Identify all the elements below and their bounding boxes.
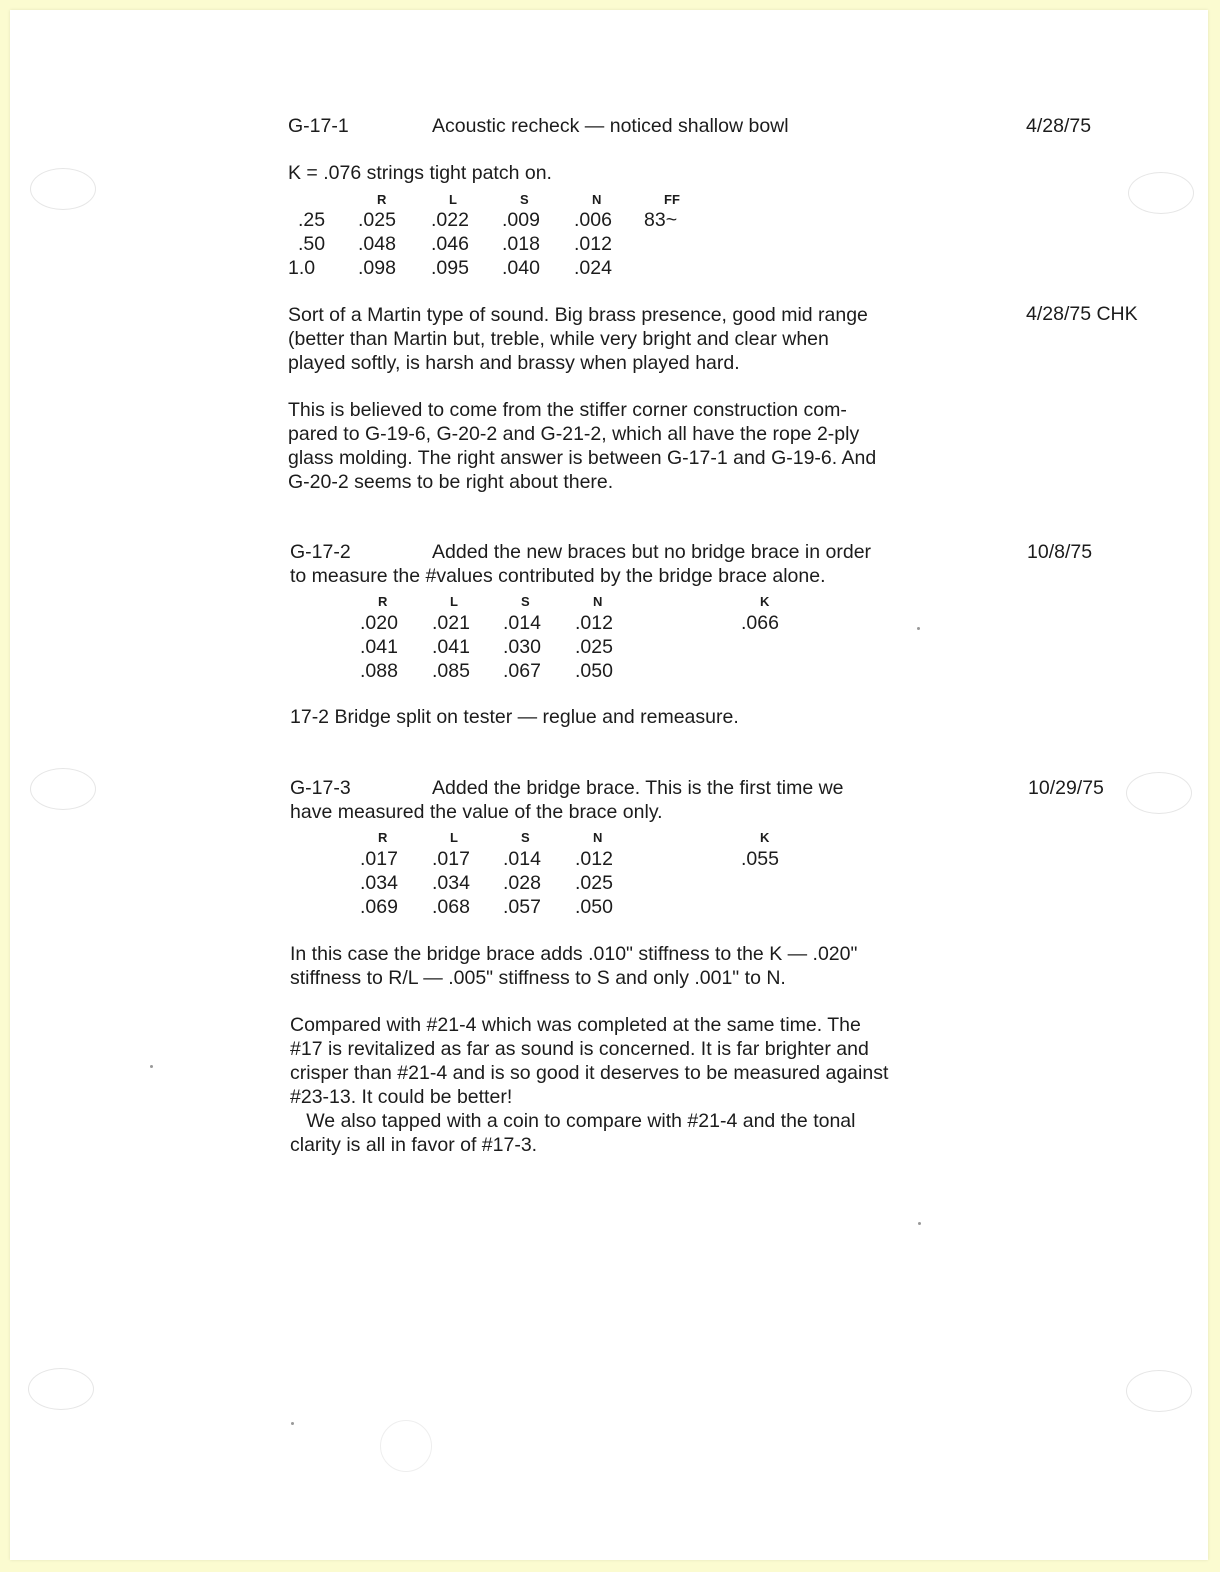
table-cell: .069	[360, 896, 398, 918]
table-cell: .041	[360, 636, 398, 658]
speck-mark	[918, 1222, 921, 1225]
speck-mark	[917, 627, 920, 630]
table-cell: .057	[503, 896, 541, 918]
paragraph-line: 17-2 Bridge split on tester — reglue and remeasure.	[290, 706, 739, 728]
punch-hole-left-top	[30, 168, 96, 210]
paragraph-line: (better than Martin but, treble, while very bright and clear when	[288, 328, 829, 350]
column-header: S	[521, 594, 530, 609]
table-cell: .018	[502, 233, 540, 255]
table-cell: .095	[431, 257, 469, 279]
stain-mark	[380, 1420, 432, 1472]
entry-date: 4/28/75	[1026, 115, 1092, 137]
table-cell: .034	[432, 872, 470, 894]
table-cell: .012	[574, 233, 612, 255]
paragraph-line: clarity is all in favor of #17-3.	[290, 1134, 538, 1156]
row-label: .50	[298, 233, 326, 255]
table-cell: .021	[432, 612, 470, 634]
column-header: S	[520, 192, 529, 207]
table-cell: .085	[432, 660, 470, 682]
speck-mark	[291, 1422, 294, 1425]
table-cell: .020	[360, 612, 398, 634]
paragraph-line: This is believed to come from the stiffer corner construction com-	[288, 399, 847, 421]
stiffness-note: K = .076 strings tight patch on.	[288, 162, 552, 184]
paragraph-line: crisper than #21-4 and is so good it deserves to be measured against	[290, 1062, 889, 1084]
table-cell: .068	[432, 896, 470, 918]
row-label: .25	[298, 209, 326, 231]
table-cell: .055	[741, 848, 779, 870]
table-cell: .040	[502, 257, 540, 279]
column-header: L	[449, 192, 457, 207]
table-cell: .034	[360, 872, 398, 894]
paragraph-line: pared to G-19-6, G-20-2 and G-21-2, which all have the rope 2-ply	[288, 423, 860, 445]
table-cell: .028	[503, 872, 541, 894]
column-header: K	[760, 594, 770, 609]
explanation-paragraph	[288, 398, 948, 494]
paragraph-line: #23-13. It could be better!	[290, 1086, 513, 1108]
table-cell: .088	[360, 660, 398, 682]
column-header: FF	[664, 192, 680, 207]
table-cell: .048	[358, 233, 396, 255]
column-header: L	[450, 594, 458, 609]
table-cell: .012	[575, 848, 613, 870]
paragraph-line: We also tapped with a coin to compare with #21-4 and the tonal	[290, 1110, 856, 1132]
column-header: N	[592, 192, 602, 207]
observation-paragraph	[288, 303, 948, 375]
paragraph-line: stiffness to R/L — .005" stiffness to S and only .001" to N.	[290, 967, 786, 989]
paragraph-line: In this case the bridge brace adds .010" stiffness to the K — .020"	[290, 943, 858, 965]
column-header: R	[378, 594, 388, 609]
table-cell: .014	[503, 612, 541, 634]
table-cell: .017	[432, 848, 470, 870]
table-cell: .024	[574, 257, 612, 279]
entry-code: G-17-3	[290, 777, 351, 799]
table-cell: .050	[575, 660, 613, 682]
entry-code: G-17-2	[290, 541, 351, 563]
table-cell: .025	[575, 636, 613, 658]
entry-title: Acoustic recheck — noticed shallow bowl	[432, 115, 789, 137]
column-header: S	[521, 830, 530, 845]
table-cell: .006	[574, 209, 612, 231]
table-cell: .014	[503, 848, 541, 870]
punch-hole-right-bottom	[1126, 1370, 1192, 1412]
table-cell: .030	[503, 636, 541, 658]
punch-hole-left-mid	[30, 768, 96, 810]
row-label: 1.0	[288, 257, 316, 279]
comparison-paragraph	[290, 1013, 950, 1157]
entry-title-continued: to measure the #values contributed by the bridge brace alone.	[290, 565, 826, 587]
paragraph-line: Compared with #21-4 which was completed at the same time. The	[290, 1014, 861, 1036]
entry-date: 10/29/75	[1028, 777, 1104, 799]
table-cell: 83~	[644, 209, 678, 231]
paragraph-line: played softly, is harsh and brassy when played hard.	[288, 352, 740, 374]
table-cell: .050	[575, 896, 613, 918]
paragraph-line: G-20-2 seems to be right about there.	[288, 471, 614, 493]
table-cell: .041	[432, 636, 470, 658]
table-cell: .067	[503, 660, 541, 682]
punch-hole-right-mid	[1126, 772, 1192, 814]
check-date: 4/28/75 CHK	[1026, 303, 1138, 325]
table-cell: .066	[741, 612, 779, 634]
column-header: R	[377, 192, 387, 207]
table-cell: .012	[575, 612, 613, 634]
entry-title: Added the bridge brace. This is the first time we	[432, 777, 844, 799]
table-cell: .098	[358, 257, 396, 279]
column-header: N	[593, 594, 603, 609]
entry-title: Added the new braces but no bridge brace in order	[432, 541, 872, 563]
tester-note	[290, 705, 950, 729]
column-header: N	[593, 830, 603, 845]
entry-title-continued: have measured the value of the brace only.	[290, 801, 663, 823]
stiffness-result-paragraph	[290, 942, 950, 990]
paragraph-line: glass molding. The right answer is between G-17-1 and G-19-6. And	[288, 447, 877, 469]
document-page	[10, 10, 1208, 1560]
punch-hole-left-bottom	[28, 1368, 94, 1410]
table-cell: .046	[431, 233, 469, 255]
table-cell: .009	[502, 209, 540, 231]
table-cell: .025	[575, 872, 613, 894]
entry-date: 10/8/75	[1027, 541, 1093, 563]
column-header: K	[760, 830, 770, 845]
column-header: L	[450, 830, 458, 845]
table-cell: .022	[431, 209, 469, 231]
punch-hole-right-top	[1128, 172, 1194, 214]
speck-mark	[150, 1065, 153, 1068]
entry-code: G-17-1	[288, 115, 349, 137]
table-cell: .025	[358, 209, 396, 231]
table-cell: .017	[360, 848, 398, 870]
column-header: R	[378, 830, 388, 845]
paragraph-line: #17 is revitalized as far as sound is concerned. It is far brighter and	[290, 1038, 869, 1060]
paragraph-line: Sort of a Martin type of sound. Big brass presence, good mid range	[288, 304, 868, 326]
